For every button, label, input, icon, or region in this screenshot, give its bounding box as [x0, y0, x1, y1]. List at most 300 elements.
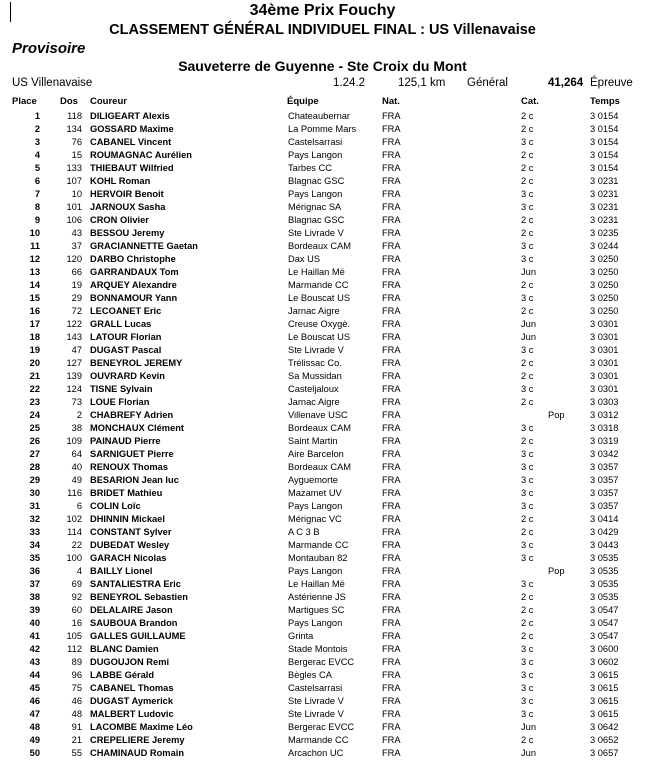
cell-time: 3 0154 — [590, 111, 619, 121]
cell-dos: 134 — [66, 124, 82, 134]
table-row — [0, 670, 645, 683]
cell-nat: FRA — [382, 358, 401, 368]
cell-dos: 133 — [66, 163, 82, 173]
cell-dos: 76 — [71, 137, 82, 147]
cell-place: 30 — [29, 488, 40, 498]
cell-cat: 2 c — [521, 124, 534, 134]
cell-dos: 72 — [71, 306, 82, 316]
cell-rider: LABBE Gérald — [90, 670, 155, 680]
cell-place: 3 — [34, 137, 40, 147]
cell-time: 3 0154 — [590, 163, 619, 173]
cell-dos: 66 — [71, 267, 82, 277]
cell-place: 34 — [29, 540, 40, 550]
cell-place: 7 — [34, 189, 40, 199]
cell-nat: FRA — [382, 384, 401, 394]
cell-dos: 6 — [76, 501, 82, 511]
cell-rider: LATOUR Florian — [90, 332, 162, 342]
cell-place: 21 — [29, 371, 40, 381]
cell-dos: 40 — [71, 462, 82, 472]
cell-rider: DILIGEART Alexis — [90, 111, 170, 121]
table-row — [0, 397, 645, 410]
cell-place: 38 — [29, 592, 40, 602]
cell-place: 19 — [29, 345, 40, 355]
cell-place: 37 — [29, 579, 40, 589]
cell-team: Bordeaux CAM — [288, 241, 352, 251]
cell-nat: FRA — [382, 189, 401, 199]
cell-place: 14 — [29, 280, 40, 290]
table-row — [0, 228, 645, 241]
table-row — [0, 566, 645, 579]
cell-time: 3 0547 — [590, 631, 619, 641]
cell-place: 43 — [29, 657, 40, 667]
cell-rider: BENEYROL JEREMY — [90, 358, 183, 368]
table-row — [0, 475, 645, 488]
cell-dos: 139 — [66, 371, 82, 381]
cell-cat: 2 c — [521, 163, 534, 173]
cell-nat: FRA — [382, 670, 401, 680]
cell-nat: FRA — [382, 540, 401, 550]
cell-place: 27 — [29, 449, 40, 459]
cell-nat: FRA — [382, 215, 401, 225]
cell-time: 3 0535 — [590, 566, 619, 576]
cell-rider: LOUE Florian — [90, 397, 150, 407]
cell-nat: FRA — [382, 163, 401, 173]
cell-rider: CHAMINAUD Romain — [90, 748, 184, 758]
cell-team: Ste Livrade V — [288, 228, 344, 238]
cell-time: 3 0547 — [590, 618, 619, 628]
cell-cat: 3 c — [521, 670, 534, 680]
cell-time: 3 0443 — [590, 540, 619, 550]
cell-time: 3 0615 — [590, 696, 619, 706]
cell-rider: THIEBAUT Wilfried — [90, 163, 174, 173]
cell-place: 16 — [29, 306, 40, 316]
table-row — [0, 254, 645, 267]
cell-rider: BESSOU Jeremy — [90, 228, 165, 238]
cell-time: 3 0235 — [590, 228, 619, 238]
cell-nat: FRA — [382, 605, 401, 615]
table-row — [0, 449, 645, 462]
cell-place: 26 — [29, 436, 40, 446]
cell-rider: DUGAST Aymerick — [90, 696, 174, 706]
cell-rider: PAINAUD Pierre — [90, 436, 161, 446]
cell-rider: GARRANDAUX Tom — [90, 267, 179, 277]
route-title: Sauveterre de Guyenne - Ste Croix du Mont — [178, 58, 467, 74]
cell-rider: KOHL Roman — [90, 176, 151, 186]
cell-nat: FRA — [382, 345, 401, 355]
table-row — [0, 579, 645, 592]
cell-team: Pays Langon — [288, 566, 343, 576]
cell-time: 3 0602 — [590, 657, 619, 667]
cell-rider: ARQUEY Alexandre — [90, 280, 177, 290]
table-row — [0, 501, 645, 514]
ranking-type: Général — [467, 77, 508, 89]
cell-time: 3 0250 — [590, 254, 619, 264]
table-row — [0, 189, 645, 202]
cell-dos: 100 — [66, 553, 82, 563]
cell-pop: Pop — [548, 410, 565, 420]
cell-place: 10 — [29, 228, 40, 238]
cell-rider: GRALL Lucas — [90, 319, 152, 329]
cell-cat: 2 c — [521, 618, 534, 628]
table-row — [0, 488, 645, 501]
cell-cat: 2 c — [521, 215, 534, 225]
cell-team: Ste Livrade V — [288, 709, 344, 719]
cell-place: 18 — [29, 332, 40, 342]
cell-team: Pays Langon — [288, 618, 343, 628]
cell-team: Casteljaloux — [288, 384, 339, 394]
table-row — [0, 722, 645, 735]
cell-cat: 3 c — [521, 293, 534, 303]
cell-rider: BENEYROL Sebastien — [90, 592, 188, 602]
cell-rider: DARBO Christophe — [90, 254, 176, 264]
cell-place: 11 — [30, 241, 40, 251]
table-row — [0, 358, 645, 371]
cell-time: 3 0301 — [590, 345, 619, 355]
cell-nat: FRA — [382, 527, 401, 537]
cell-time: 3 0250 — [590, 293, 619, 303]
table-row — [0, 163, 645, 176]
cell-place: 36 — [29, 566, 40, 576]
cell-place: 8 — [34, 202, 40, 212]
cell-cat: 3 c — [521, 423, 534, 433]
cell-rider: CABANEL Vincent — [90, 137, 172, 147]
average-speed: 41,264 — [548, 77, 584, 89]
table-row — [0, 267, 645, 280]
cell-team: Arcachon UC — [288, 748, 344, 758]
table-row — [0, 644, 645, 657]
table-row — [0, 605, 645, 618]
cell-cat: 3 c — [521, 501, 534, 511]
cell-rider: DHINNIN Mickael — [90, 514, 165, 524]
cell-dos: 127 — [66, 358, 82, 368]
cell-team: Castelsarrasi — [288, 683, 343, 693]
cell-time: 3 0301 — [590, 371, 619, 381]
cell-cat: 3 c — [521, 449, 534, 459]
cell-cat: Jun — [521, 748, 536, 758]
cell-team: Bergerac EVCC — [288, 722, 355, 732]
cell-place: 42 — [29, 644, 40, 654]
cell-rider: CRON Olivier — [90, 215, 149, 225]
cell-rider: LECOANET Eric — [90, 306, 162, 316]
cell-cat: 2 c — [521, 592, 534, 602]
header-dos: Dos — [60, 96, 78, 107]
cell-dos: 107 — [66, 176, 82, 186]
cell-place: 24 — [29, 410, 40, 420]
cell-time: 3 0231 — [590, 202, 619, 212]
cell-place: 32 — [29, 514, 40, 524]
cell-nat: FRA — [382, 137, 401, 147]
cell-cat: 2 c — [521, 371, 534, 381]
cell-time: 3 0250 — [590, 280, 619, 290]
table-row — [0, 137, 645, 150]
cell-time: 3 0301 — [590, 384, 619, 394]
cell-cat: 3 c — [521, 488, 534, 498]
cell-nat: FRA — [382, 436, 401, 446]
cell-nat: FRA — [382, 124, 401, 134]
cell-nat: FRA — [382, 566, 401, 576]
cell-place: 48 — [29, 722, 40, 732]
cell-dos: 15 — [71, 150, 82, 160]
cell-cat: Jun — [521, 319, 536, 329]
cell-dos: 69 — [71, 579, 82, 589]
cell-nat: FRA — [382, 150, 401, 160]
cell-time: 3 0657 — [590, 748, 619, 758]
cell-cat: 2 c — [521, 527, 534, 537]
cell-dos: 60 — [71, 605, 82, 615]
cell-cat: 3 c — [521, 202, 534, 212]
cell-nat: FRA — [382, 644, 401, 654]
cell-team: Blagnac GSC — [288, 176, 345, 186]
cell-rider: BLANC Damien — [90, 644, 159, 654]
cell-dos: 114 — [67, 527, 82, 537]
table-row — [0, 124, 645, 137]
cell-rider: MALBERT Ludovic — [90, 709, 174, 719]
cell-rider: GALLES GUILLAUME — [90, 631, 186, 641]
cell-dos: 105 — [66, 631, 82, 641]
table-row — [0, 150, 645, 163]
cell-rider: BAILLY Lionel — [90, 566, 153, 576]
cell-time: 3 0615 — [590, 683, 619, 693]
table-row — [0, 553, 645, 566]
cell-nat: FRA — [382, 449, 401, 459]
cell-place: 12 — [29, 254, 40, 264]
cell-pop: Pop — [548, 566, 565, 576]
cell-cat: Jun — [521, 722, 536, 732]
cell-time: 3 0244 — [590, 241, 619, 251]
cell-team: Blagnac GSC — [288, 215, 345, 225]
cell-nat: FRA — [382, 722, 401, 732]
cell-place: 40 — [29, 618, 40, 628]
cell-time: 3 0312 — [590, 410, 619, 420]
cell-time: 3 0250 — [590, 306, 619, 316]
cell-rider: LACOMBE Maxime Léo — [90, 722, 193, 732]
cell-dos: 96 — [71, 670, 82, 680]
cell-dos: 16 — [71, 618, 82, 628]
cell-nat: FRA — [382, 618, 401, 628]
cell-cat: 3 c — [521, 384, 534, 394]
table-row — [0, 592, 645, 605]
cell-dos: 106 — [66, 215, 82, 225]
cell-time: 3 0357 — [590, 501, 619, 511]
cell-cat: 2 c — [521, 605, 534, 615]
cell-place: 28 — [29, 462, 40, 472]
cell-place: 45 — [29, 683, 40, 693]
cell-place: 9 — [34, 215, 40, 225]
provisional-label: Provisoire — [12, 40, 86, 57]
table-row — [0, 423, 645, 436]
cell-rider: COLIN Loïc — [90, 501, 141, 511]
cell-nat: FRA — [382, 228, 401, 238]
cell-nat: FRA — [382, 202, 401, 212]
cell-cat: 3 c — [521, 644, 534, 654]
cell-rider: SAUBOUA Brandon — [90, 618, 178, 628]
cell-place: 41 — [29, 631, 40, 641]
table-row — [0, 696, 645, 709]
cell-rider: CHABREFY Adrien — [90, 410, 174, 420]
cell-time: 3 0231 — [590, 189, 619, 199]
table-row — [0, 306, 645, 319]
cell-team: Chateaubernar — [288, 111, 351, 121]
cell-rider: SARNIGUET Pierre — [90, 449, 174, 459]
cell-nat: FRA — [382, 397, 401, 407]
cell-nat: FRA — [382, 631, 401, 641]
table-row — [0, 241, 645, 254]
cell-nat: FRA — [382, 306, 401, 316]
cell-place: 29 — [29, 475, 40, 485]
cell-time: 3 0231 — [590, 176, 619, 186]
cell-cat: 2 c — [521, 228, 534, 238]
cell-cat: 3 c — [521, 345, 534, 355]
cell-nat: FRA — [382, 254, 401, 264]
cell-time: 3 0642 — [590, 722, 619, 732]
stage-label: Épreuve — [590, 77, 633, 89]
cell-time: 3 0301 — [590, 319, 619, 329]
cell-nat: FRA — [382, 514, 401, 524]
table-row — [0, 540, 645, 553]
cell-time: 3 0303 — [590, 397, 619, 407]
cell-rider: BONNAMOUR Yann — [90, 293, 178, 303]
cell-team: Le Haillan Mé — [288, 267, 345, 277]
cell-dos: 4 — [76, 566, 82, 576]
cell-dos: 109 — [66, 436, 82, 446]
cell-time: 3 0414 — [590, 514, 619, 524]
cell-cat: 3 c — [521, 137, 534, 147]
distance: 125,1 km — [398, 77, 446, 89]
club-name: US Villenavaise — [12, 77, 93, 89]
cell-nat: FRA — [382, 293, 401, 303]
cell-time: 3 0154 — [590, 124, 619, 134]
cell-nat: FRA — [382, 579, 401, 589]
cell-cat: 2 c — [521, 436, 534, 446]
cell-time: 3 0342 — [590, 449, 619, 459]
cell-team: Marmande CC — [288, 540, 349, 550]
cell-team: Martigues SC — [288, 605, 345, 615]
table-row — [0, 709, 645, 722]
classification-title: CLASSEMENT GÉNÉRAL INDIVIDUEL FINAL : US Villenavaise — [109, 22, 536, 38]
cell-nat: FRA — [382, 683, 401, 693]
cell-cat: 3 c — [521, 254, 534, 264]
cell-place: 50 — [29, 748, 40, 758]
cell-nat: FRA — [382, 111, 401, 121]
cell-time: 3 0357 — [590, 462, 619, 472]
cell-dos: 46 — [71, 696, 82, 706]
cell-time: 3 0535 — [590, 592, 619, 602]
cell-dos: 64 — [71, 449, 82, 459]
cell-team: Dax US — [288, 254, 321, 264]
table-row — [0, 527, 645, 540]
cell-place: 20 — [29, 358, 40, 368]
cell-cat: 2 c — [521, 280, 534, 290]
cell-place: 25 — [29, 423, 40, 433]
cell-cat: 2 c — [521, 514, 534, 524]
cell-dos: 22 — [71, 540, 82, 550]
cell-team: Villenave USC — [288, 410, 348, 420]
cell-nat: FRA — [382, 462, 401, 472]
cell-time: 3 0547 — [590, 605, 619, 615]
table-row — [0, 683, 645, 696]
cell-team: Bordeaux CAM — [288, 462, 352, 472]
table-row — [0, 111, 645, 124]
cell-rider: GARACH Nicolas — [90, 553, 167, 563]
table-row — [0, 631, 645, 644]
cell-cat: Jun — [521, 332, 536, 342]
cell-rider: ROUMAGNAC Aurélien — [90, 150, 192, 160]
table-row — [0, 371, 645, 384]
cell-place: 47 — [29, 709, 40, 719]
cell-team: Bordeaux CAM — [288, 423, 352, 433]
cell-rider: OUVRARD Kevin — [90, 371, 165, 381]
cell-cat: 3 c — [521, 683, 534, 693]
cell-rider: DUGAST Pascal — [90, 345, 162, 355]
cell-place: 46 — [29, 696, 40, 706]
header-place: Place — [12, 96, 37, 107]
cell-dos: 91 — [71, 722, 82, 732]
cell-cat: 2 c — [521, 150, 534, 160]
cell-cat: 2 c — [521, 358, 534, 368]
cell-rider: DUBEDAT Wesley — [90, 540, 170, 550]
cell-nat: FRA — [382, 488, 401, 498]
cell-cat: 2 c — [521, 735, 534, 745]
cell-rider: CABANEL Thomas — [90, 683, 174, 693]
table-row — [0, 514, 645, 527]
cell-dos: 37 — [71, 241, 82, 251]
cell-dos: 124 — [66, 384, 82, 394]
cell-team: Trélissac Co. — [288, 358, 342, 368]
cell-time: 3 0535 — [590, 553, 619, 563]
cell-dos: 38 — [71, 423, 82, 433]
cell-time: 3 0652 — [590, 735, 619, 745]
cell-time: 3 0357 — [590, 488, 619, 498]
header-rider: Coureur — [90, 96, 127, 107]
cell-place: 2 — [34, 124, 40, 134]
cell-team: Creuse Oxygè. — [288, 319, 351, 329]
cell-time: 3 0154 — [590, 150, 619, 160]
cell-team: Castelsarrasi — [288, 137, 343, 147]
cell-dos: 21 — [71, 735, 82, 745]
cell-dos: 48 — [71, 709, 82, 719]
table-row — [0, 618, 645, 631]
cell-place: 49 — [29, 735, 40, 745]
cell-nat: FRA — [382, 423, 401, 433]
cell-team: Aire Barcelon — [288, 449, 344, 459]
cell-cat: 3 c — [521, 475, 534, 485]
table-row — [0, 332, 645, 345]
cell-team: Ayguemorte — [288, 475, 338, 485]
cell-cat: 3 c — [521, 462, 534, 472]
cell-team: Pays Langon — [288, 150, 343, 160]
cell-team: Sa Mussidan — [288, 371, 342, 381]
cell-place: 13 — [29, 267, 40, 277]
duration: 1.24.2 — [333, 77, 365, 89]
cell-dos: 122 — [66, 319, 82, 329]
cell-team: Saint Martin — [288, 436, 338, 446]
cell-dos: 143 — [66, 332, 82, 342]
table-row — [0, 657, 645, 670]
cell-nat: FRA — [382, 410, 401, 420]
cell-team: Ste Livrade V — [288, 696, 344, 706]
cell-time: 3 0154 — [590, 137, 619, 147]
cell-dos: 116 — [67, 488, 82, 498]
cell-dos: 29 — [71, 293, 82, 303]
table-row — [0, 748, 645, 761]
header-cat: Cat. — [521, 96, 539, 107]
cell-cat: 2 c — [521, 631, 534, 641]
cell-team: Bergerac EVCC — [288, 657, 355, 667]
cell-cat: 2 c — [521, 306, 534, 316]
cell-place: 23 — [29, 397, 40, 407]
cell-nat: FRA — [382, 735, 401, 745]
table-row — [0, 215, 645, 228]
